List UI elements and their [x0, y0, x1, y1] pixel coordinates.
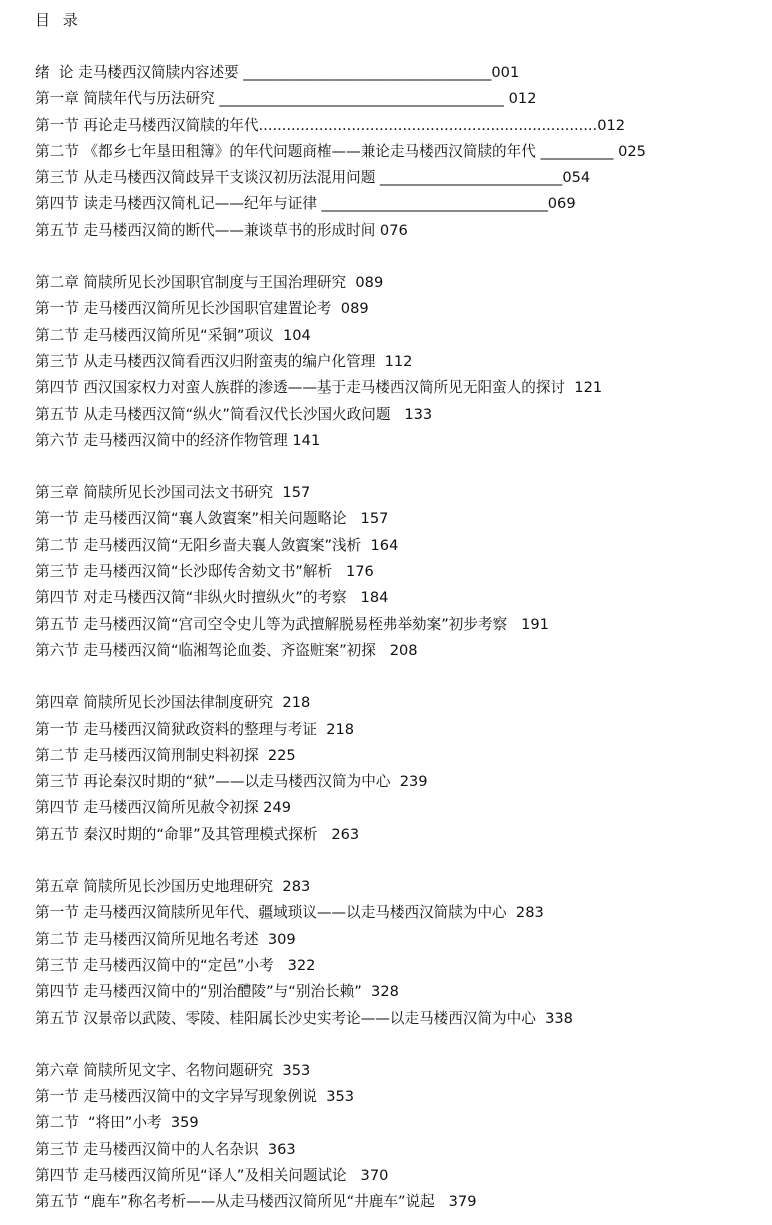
toc-entry	[35, 1006, 765, 1032]
toc-entry-text: 第五节 走马楼西汉简的断代——兼谈草书的形成时间 076	[35, 221, 408, 239]
toc-entry-text: 第二节 走马楼西汉简所见“采铜”项议 104	[35, 326, 311, 344]
chapter-4	[35, 690, 765, 848]
toc-entry-text: 第三节 走马楼西汉简中的人名杂识 363	[35, 1140, 296, 1158]
toc-entry-text: 第六章 简牍所见文字、名物问题研究 353	[35, 1061, 311, 1079]
toc-entry	[35, 480, 765, 506]
toc-entry-text: 第三节 走马楼西汉简中的“定邑”小考 322	[35, 956, 316, 974]
toc-entry-text: 第五章 简牍所见长沙国历史地理研究 283	[35, 878, 311, 896]
toc-entry-text: 第二章 简牍所见长沙国职官制度与王国治理研究 089	[35, 274, 384, 292]
toc-entry-text: 第二节 “将田”小考 359	[35, 1114, 199, 1132]
chapter-5	[35, 874, 765, 1032]
toc-entry	[35, 559, 765, 585]
toc-entry	[35, 165, 765, 191]
toc-entry-text: 第一章 简牍年代与历法研究 _______________________________________ 012	[35, 90, 537, 108]
toc-entry	[35, 1163, 765, 1189]
toc-entry	[35, 1189, 765, 1215]
toc-entry	[35, 86, 765, 112]
toc-entry	[35, 612, 765, 638]
toc-entry-text: 第四节 走马楼西汉简所见赦令初探 249	[35, 799, 292, 817]
toc-entry	[35, 533, 765, 559]
toc-entry	[35, 191, 765, 217]
chapter-6	[35, 1058, 765, 1216]
toc-entry	[35, 690, 765, 716]
toc-entry	[35, 139, 765, 165]
toc-entry-text: 第三节 走马楼西汉简“长沙邸传舍劾文书”解析 176	[35, 563, 374, 581]
toc-entry-text: 第五节 汉景帝以武陵、零陵、桂阳属长沙史实考论——以走马楼西汉简为中心 338	[35, 1009, 573, 1027]
toc-entry	[35, 900, 765, 926]
toc-entry-text: 第一节 再论走马楼西汉简牍的年代.........................................................................012	[35, 116, 626, 134]
chapter-2	[35, 270, 765, 454]
toc-entry-text: 第四节 对走马楼西汉简“非纵火时擅纵火”的考察 184	[35, 589, 389, 607]
toc-entry	[35, 506, 765, 532]
toc-entry-text: 第二节 走马楼西汉简刑制史料初探 225	[35, 746, 296, 764]
toc-entry	[35, 638, 765, 664]
toc-entry-text: 第一节 走马楼西汉简中的文字异写现象例说 353	[35, 1088, 355, 1106]
toc-entry	[35, 927, 765, 953]
toc-entry-text: 第五节 走马楼西汉简“宫司空令史儿等为武擅解脱易桎弗举劾案”初步考察 191	[35, 615, 549, 633]
toc-entry-text: 第一节 走马楼西汉简牍所见年代、疆域琐议——以走马楼西汉简牍为中心 283	[35, 904, 544, 922]
toc-entry-text: 第三节 从走马楼西汉简看西汉归附蛮夷的编户化管理 112	[35, 352, 413, 370]
toc-entry	[35, 218, 765, 244]
toc-entry-text: 第一节 走马楼西汉简狱政资料的整理与考证 218	[35, 720, 355, 738]
toc-entry-text: 第五节 从走马楼西汉简“纵火”简看汉代长沙国火政问题 133	[35, 405, 433, 423]
toc-entry-text: 第五节 “鹿车”称名考析——从走马楼西汉简所见“井鹿车”说起 379	[35, 1193, 477, 1211]
toc-entry-text: 第二节 走马楼西汉简所见地名考述 309	[35, 930, 296, 948]
toc-entry	[35, 874, 765, 900]
toc-entry	[35, 349, 765, 375]
toc-entry-text: 第四节 西汉国家权力对蛮人族群的渗透——基于走马楼西汉简所见无阳蛮人的探讨 121	[35, 379, 603, 397]
table-of-contents	[35, 8, 765, 1216]
toc-entry-text: 第二节 《都乡七年垦田租簿》的年代问题商榷——兼论走马楼西汉简牍的年代 __________ 025	[35, 142, 646, 160]
toc-entry-text: 第四节 走马楼西汉简所见“译人”及相关问题试论 370	[35, 1166, 389, 1184]
toc-entry	[35, 769, 765, 795]
toc-entry-text: 第一节 走马楼西汉简“襄人敛賨案”相关问题略论 157	[35, 510, 389, 528]
toc-entry	[35, 795, 765, 821]
toc-entry-text: 第四节 走马楼西汉简中的“别治醴陵”与“别治长赖” 328	[35, 983, 399, 1001]
chapter-3	[35, 480, 765, 664]
toc-entry	[35, 1137, 765, 1163]
toc-entry	[35, 979, 765, 1005]
toc-entry	[35, 323, 765, 349]
toc-entry	[35, 822, 765, 848]
toc-entry	[35, 1110, 765, 1136]
toc-entry-text: 第三节 再论秦汉时期的“狱”——以走马楼西汉简为中心 239	[35, 773, 428, 791]
toc-entry-text: 第五节 秦汉时期的“命罪”及其管理模式探析 263	[35, 825, 360, 843]
toc-entry-text: 第四节 读走马楼西汉简札记——纪年与证律 _______________________________069	[35, 195, 576, 213]
toc-entry-text: 第二节 走马楼西汉简“无阳乡啬夫襄人敛賨案”浅析 164	[35, 536, 399, 554]
toc-entry-text: 第六节 走马楼西汉简“临湘驾论血娄、齐盗赃案”初探 208	[35, 641, 418, 659]
toc-entry	[35, 743, 765, 769]
toc-entry	[35, 1084, 765, 1110]
toc-entry-text: 绪 论 走马楼西汉简牍内容述要 __________________________________001	[35, 64, 520, 81]
toc-entry	[35, 60, 765, 86]
toc-entry	[35, 428, 765, 454]
toc-entry	[35, 717, 765, 743]
toc-entry-text: 第六节 走马楼西汉简中的经济作物管理 141	[35, 431, 321, 449]
toc-entry	[35, 585, 765, 611]
toc-entry-text: 第四章 简牍所见长沙国法律制度研究 218	[35, 694, 311, 712]
toc-entry	[35, 1058, 765, 1084]
toc-entry	[35, 113, 765, 139]
toc-entry	[35, 270, 765, 296]
toc-entry	[35, 953, 765, 979]
intro-and-chapter-1	[35, 60, 765, 244]
toc-entry-text: 第三节 从走马楼西汉简歧异干支谈汉初历法混用问题 _________________________054	[35, 169, 591, 187]
toc-entry	[35, 296, 765, 322]
toc-title: 目 录	[35, 11, 82, 29]
toc-entry	[35, 402, 765, 428]
toc-entry	[35, 375, 765, 401]
toc-entry-text: 第一节 走马楼西汉简所见长沙国职官建置论考 089	[35, 300, 369, 318]
toc-entry-text: 第三章 简牍所见长沙国司法文书研究 157	[35, 484, 311, 502]
